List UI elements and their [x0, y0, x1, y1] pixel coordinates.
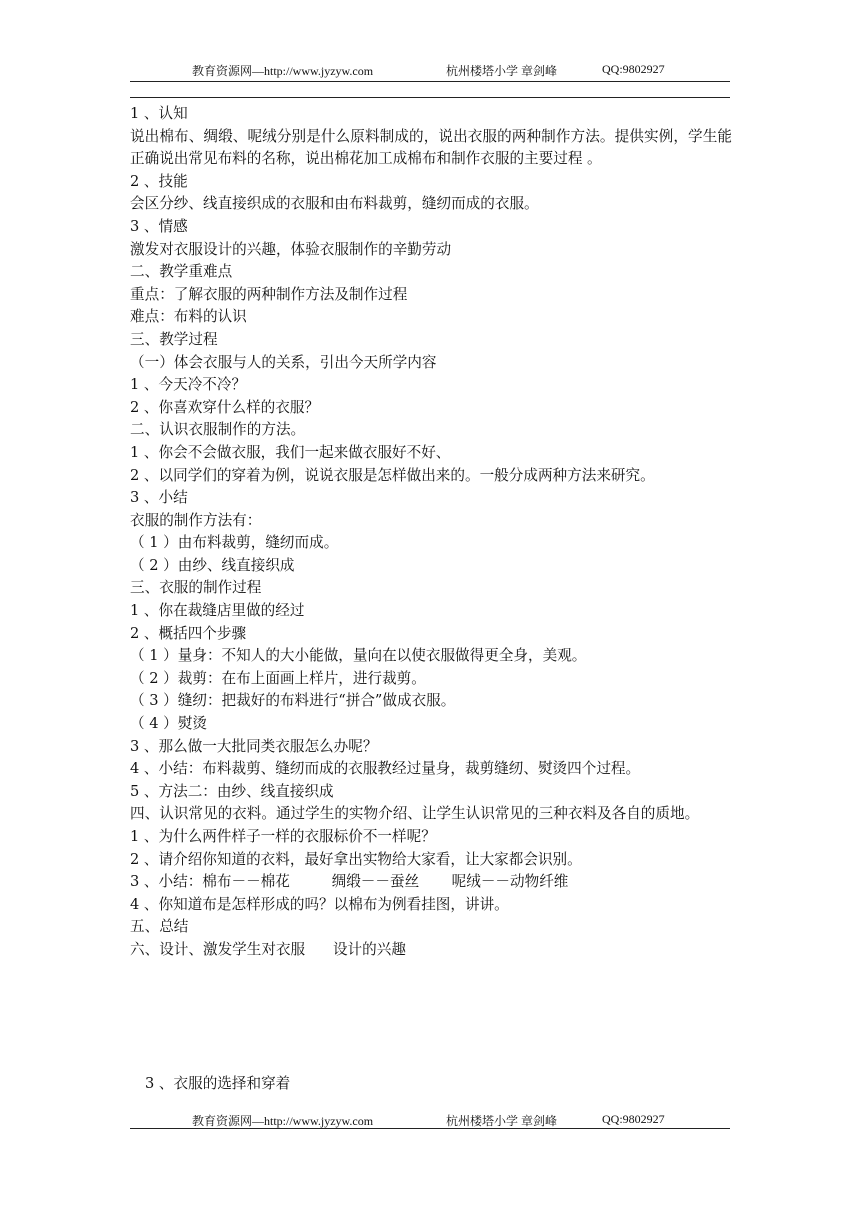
- footer-qq: QQ:9802927: [602, 1112, 665, 1126]
- section-heading-emotion: 3 、情感: [130, 217, 188, 235]
- list-item: 1 、今天冷不冷？: [130, 376, 247, 394]
- list-item: 3 、小结：棉布－－棉花 绸缎－－蚕丝 呢绒－－动物纤维: [130, 873, 569, 891]
- list-item: 1 、你在裁缝店里做的经过: [130, 602, 305, 620]
- section-heading-skills: 2 、技能: [130, 172, 188, 190]
- list-item: 1 、为什么两件样子一样的衣服标价不一样呢？: [130, 828, 436, 845]
- heading-teaching-process: 三、教学过程: [130, 330, 218, 348]
- footer-site: 教育资源网—http://www.jyzyw.com: [192, 1114, 374, 1128]
- heading-design: 六、设计、激发学生对衣服 设计的兴趣: [130, 940, 406, 958]
- heading-common-fabrics: 四、认识常见的衣料。通过学生的实物介绍、让学生认识常见的三种衣料及各自的质地。: [130, 805, 700, 823]
- list-item: （ 3 ）缝纫：把裁好的布料进行“拼合”做成衣服。: [130, 692, 456, 710]
- heading-making-methods: 二、认识衣服制作的方法。: [130, 421, 306, 439]
- list-item: （ 2 ）裁剪：在布上面画上样片，进行裁剪。: [130, 669, 426, 687]
- header-qq: QQ:9802927: [602, 62, 665, 76]
- difficulty-text: 难点：布料的认识: [130, 308, 247, 326]
- cognition-paragraph: 说出棉布、绸缎、呢绒分别是什么原料制成的，说出衣服的两种制作方法。提供实例，学生能正确说出常见布料的名称，说出棉花加工成棉布和制作衣服的主要过程 。: [130, 127, 732, 168]
- list-item: 2 、以同学们的穿着为例，说说衣服是怎样做出来的。一般分成两种方法来研究。: [130, 466, 655, 484]
- document-body: [130, 103, 732, 962]
- list-item: 1 、你会不会做衣服，我们一起来做衣服好不好、: [130, 443, 451, 461]
- list-item: 3 、小结: [130, 489, 188, 507]
- list-item: （ 2 ）由纱、线直接织成: [130, 556, 295, 574]
- heading-key-points: 二、教学重难点: [130, 263, 233, 281]
- list-item: （ 1 ）量身：不知人的大小能做，量向在以使衣服做得更全身，美观。: [130, 647, 587, 665]
- emotion-text: 激发对衣服设计的兴趣，体验衣服制作的辛勤劳动: [130, 240, 452, 258]
- list-item: 4 、小结：布料裁剪、缝纫而成的衣服教经过量身，裁剪缝纫、熨烫四个过程。: [130, 760, 641, 778]
- header-site: 教育资源网—http://www.jyzyw.com: [192, 64, 374, 78]
- list-item: 3 、那么做一大批同类衣服怎么办呢？: [130, 737, 378, 755]
- footer-divider: [130, 1128, 730, 1129]
- heading-summary: 五、总结: [130, 918, 189, 936]
- skills-text: 会区分纱、线直接织成的衣服和由布料裁剪，缝纫而成的衣服。: [130, 195, 539, 213]
- list-item: （ 1 ）由布料裁剪，缝纫而成。: [130, 534, 339, 552]
- list-item: 2 、概括四个步骤: [130, 624, 247, 642]
- list-item: （ 4 ）熨烫: [130, 715, 207, 733]
- footer-school: 杭州楼塔小学 章剑峰: [446, 1114, 558, 1128]
- next-lesson-title: 3 、衣服的选择和穿着: [145, 1075, 291, 1092]
- key-point-text: 重点：了解衣服的两种制作方法及制作过程: [130, 285, 408, 303]
- list-item: 5 、方法二：由纱、线直接织成: [130, 782, 334, 800]
- process-step-1-heading: （一）体会衣服与人的关系，引出今天所学内容: [130, 353, 437, 371]
- header-school: 杭州楼塔小学 章剑峰: [446, 64, 558, 78]
- list-item: 4 、你知道布是怎样形成的吗？以棉布为例看挂图，讲讲。: [130, 895, 509, 913]
- section-heading-cognition: 1 、认知: [130, 105, 188, 122]
- header-divider-lower: [130, 97, 730, 98]
- list-item: 2 、请介绍你知道的衣料，最好拿出实物给大家看，让大家都会识别。: [130, 850, 582, 868]
- list-item: 2 、你喜欢穿什么样的衣服？: [130, 398, 320, 416]
- methods-intro: 衣服的制作方法有：: [130, 511, 262, 529]
- header-divider: [130, 81, 730, 82]
- heading-making-process: 三、衣服的制作过程: [130, 579, 262, 597]
